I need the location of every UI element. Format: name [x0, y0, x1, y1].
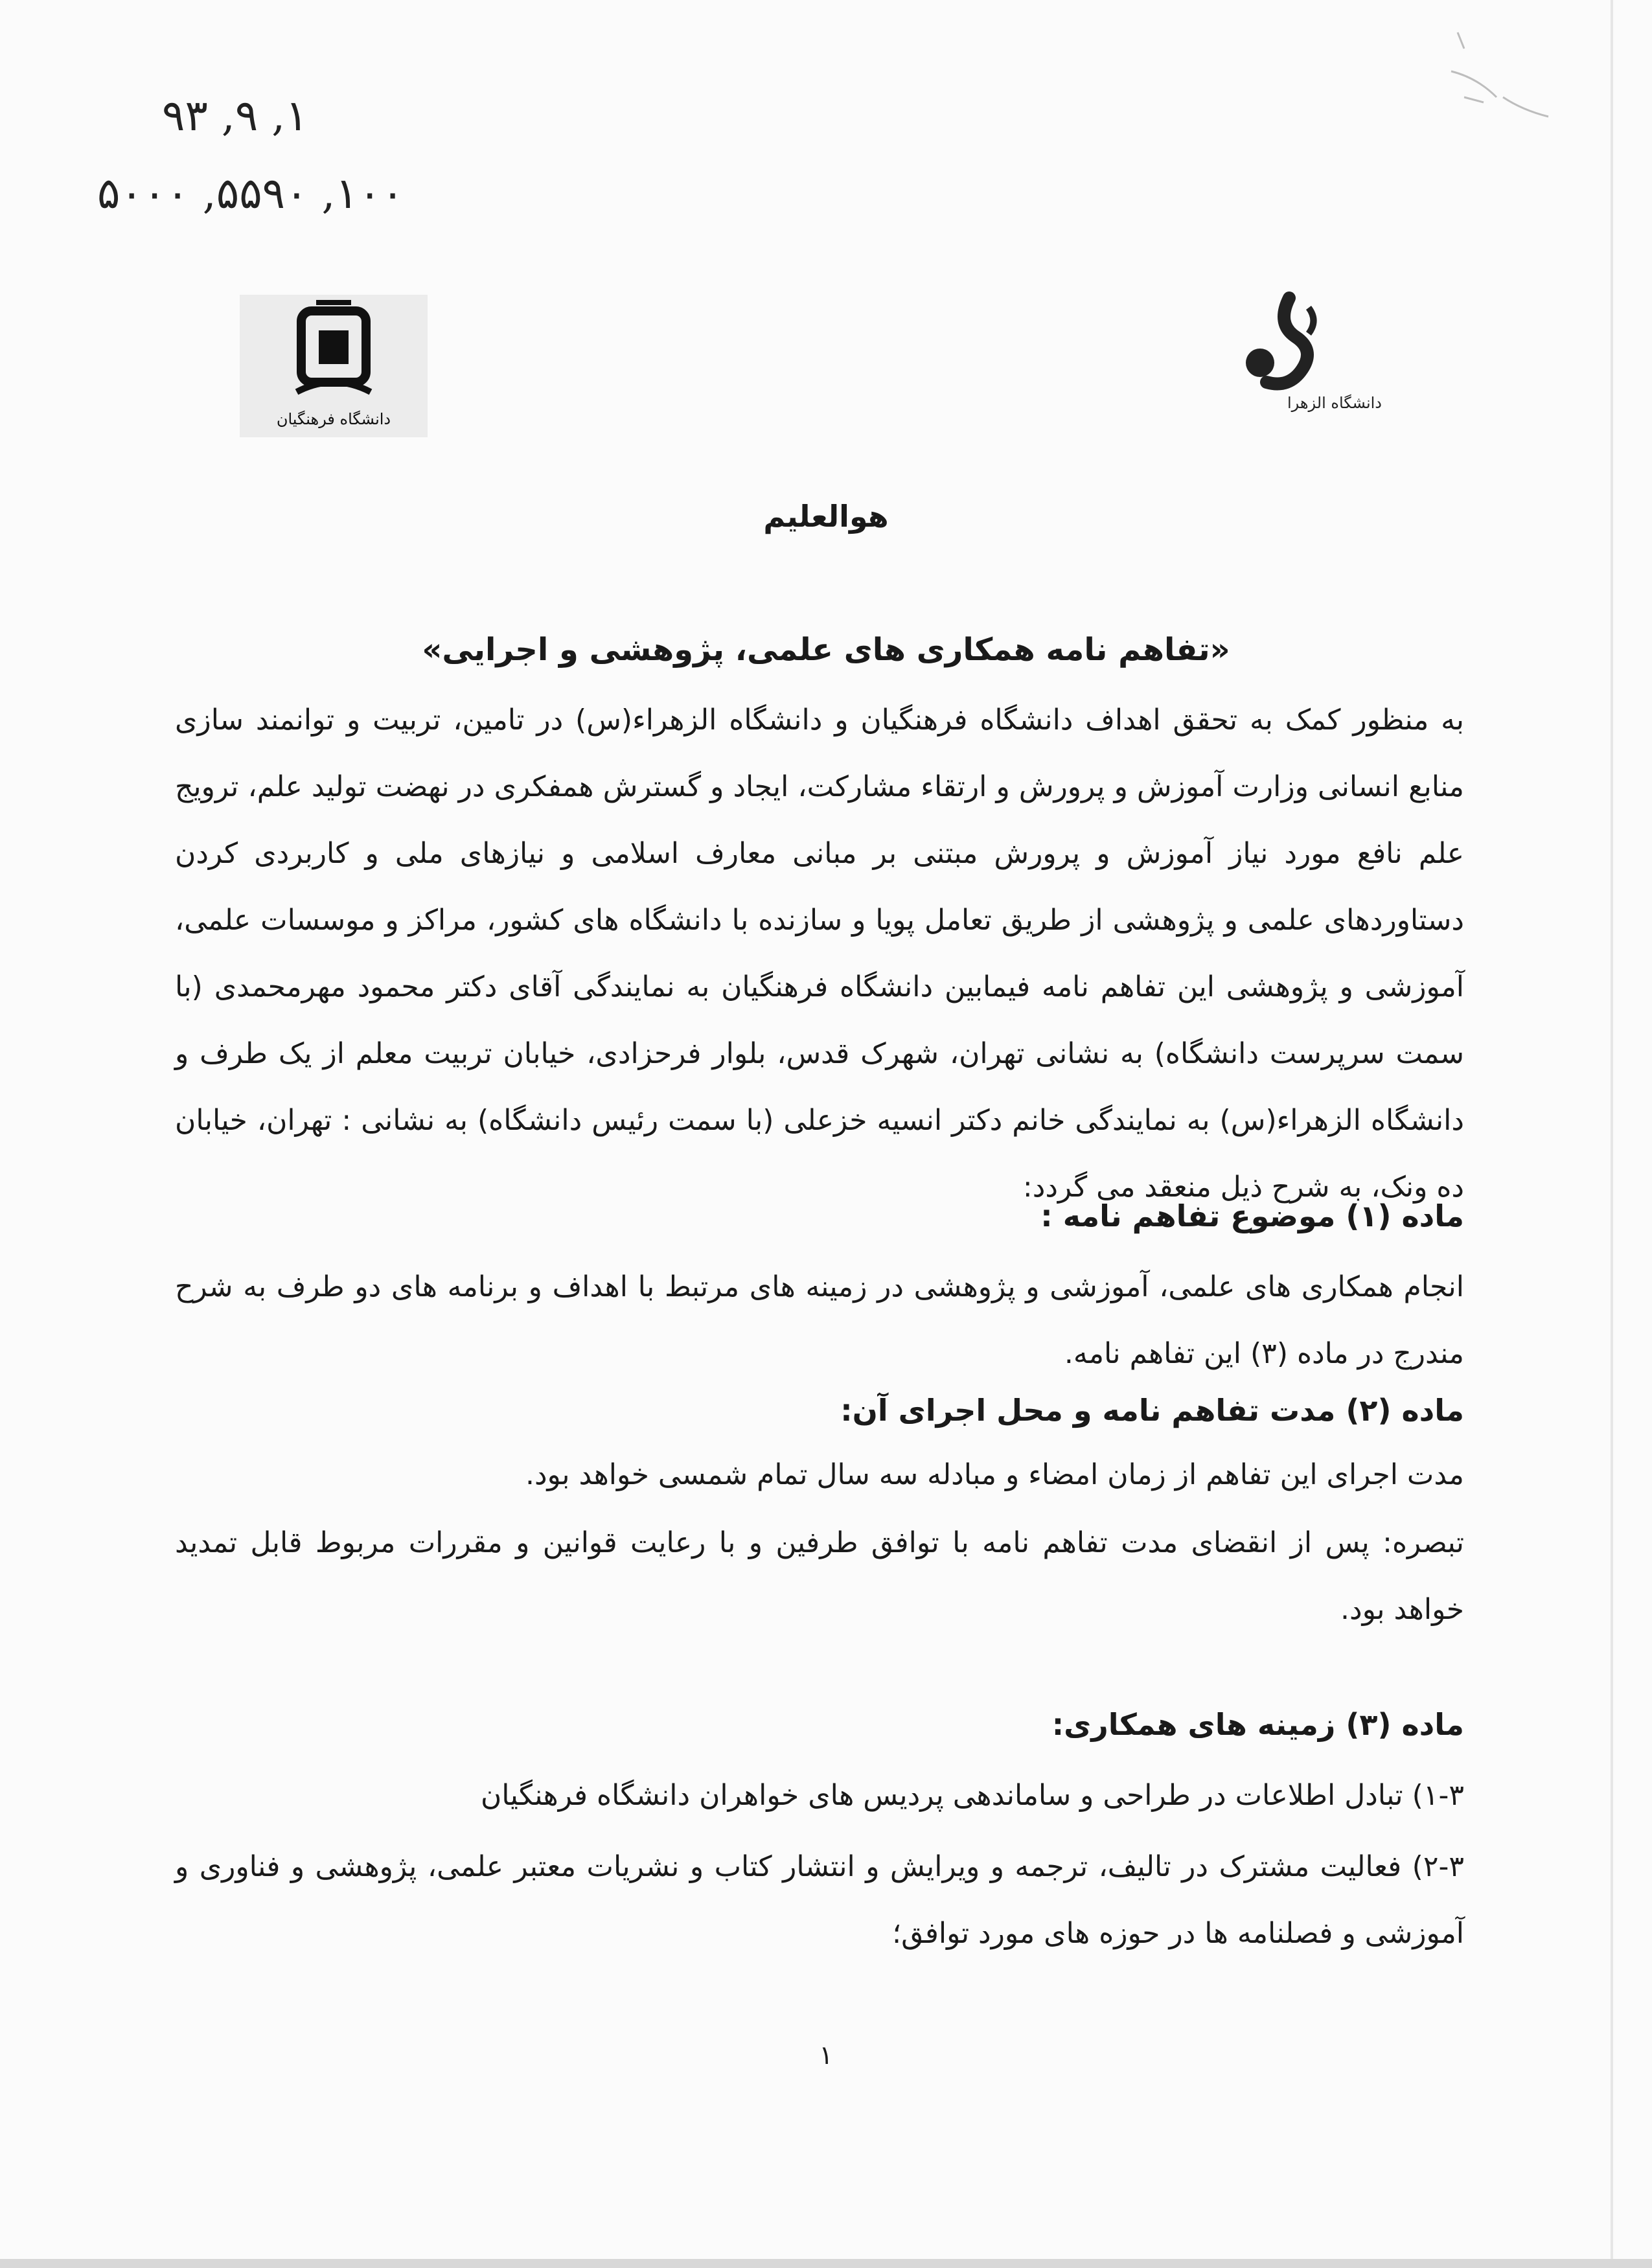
farhangian-emblem-icon — [240, 295, 428, 437]
article-2-duration: مدت اجرای این تفاهم از زمان امضاء و مبادله سه سال تمام شمسی خواهد بود. — [525, 1458, 1464, 1491]
document-title: «تفاهم نامه همکاری های علمی، پژوهشی و اجرایی» — [422, 632, 1230, 668]
handwritten-reference-number: ۵۰۰۰ ,۵۵۹۰ ,۱۰۰ — [97, 168, 404, 218]
article-3-item-2: ۲-۳) فعالیت مشترک در تالیف، ترجمه و ویرایش و انتشار کتاب و نشریات معتبر علمی، پژوهشی و فناوری و آموزشی و فصلنامه ها در حوزه های مورد توافق؛ — [175, 1850, 1464, 1950]
basmala-heading: هوالعلیم — [763, 499, 889, 534]
farhangian-university-logo — [240, 295, 428, 437]
page-number: ۱ — [819, 2041, 833, 2070]
scan-edge-line — [1611, 0, 1613, 2268]
intro-paragraph: به منظور کمک به تحقق اهداف دانشگاه فرهنگیان و دانشگاه الزهراء(س) در تامین، تربیت و توانمند سازی منابع انسانی وزارت آموزش و پرورش و ارتقاء مشارکت، ایجاد و گسترش همفکری در نهضت تولید علم، ترویج علم نافع مورد نیاز آموزش و پرورش مبتنی بر مبانی معارف اسلامی و نیازهای ملی و کاربردی کردن دستاوردهای علمی و پژوهشی از طریق تعامل پویا و سازنده با دانشگاه های کشور، مراکز و موسسات علمی، آموزشی و پژوهشی این تفاهم نامه فیمابین دانشگاه فرهنگیان به نمایندگی آقای دکتر محمود مهرمحمدی (با سمت سرپرست دانشگاه) به نشانی تهران، شهرک قدس، بلوار فرحزادی، خیابان تربیت معلم از یک طرف و دانشگاه الزهراء(س) به نمایندگی خانم دکتر انسیه خزعلی (با سمت رئیس دانشگاه) به نشانی : تهران، خیابان ده ونک، به شرح ذیل منعقد می گردد: — [175, 704, 1464, 1204]
farhangian-logo-text: دانشگاه فرهنگیان — [276, 410, 391, 428]
corner-scribble-mark — [1425, 19, 1555, 136]
article-3-item-1: ۱-۳) تبادل اطلاعات در طراحی و ساماندهی پردیس های خواهران دانشگاه فرهنگیان — [480, 1779, 1464, 1812]
article-2-note: تبصره: پس از انقضای مدت تفاهم نامه با توافق طرفین و با رعایت قوانین و مقررات مربوط قابل تمدید خواهد بود. — [175, 1526, 1464, 1626]
article-1-heading: ماده (۱) موضوع تفاهم نامه : — [1040, 1198, 1464, 1233]
article-1-body: انجام همکاری های علمی، آموزشی و پژوهشی در زمینه های مرتبط با اهداف و برنامه های دو طرف به شرح مندرج در ماده (۳) این تفاهم نامه. — [175, 1270, 1464, 1370]
article-3-heading: ماده (۳) زمینه های همکاری: — [1051, 1707, 1464, 1742]
alzahra-logo-text: دانشگاه الزهرا — [1287, 394, 1382, 412]
article-2-heading: ماده (۲) مدت تفاهم نامه و محل اجرای آن: — [840, 1393, 1464, 1428]
alzahra-university-logo — [1205, 285, 1399, 415]
handwritten-date: ۹۳ ,۹ ,۱ — [162, 91, 308, 141]
alzahra-emblem-icon — [1205, 285, 1399, 415]
scan-bottom-edge — [0, 2259, 1652, 2268]
